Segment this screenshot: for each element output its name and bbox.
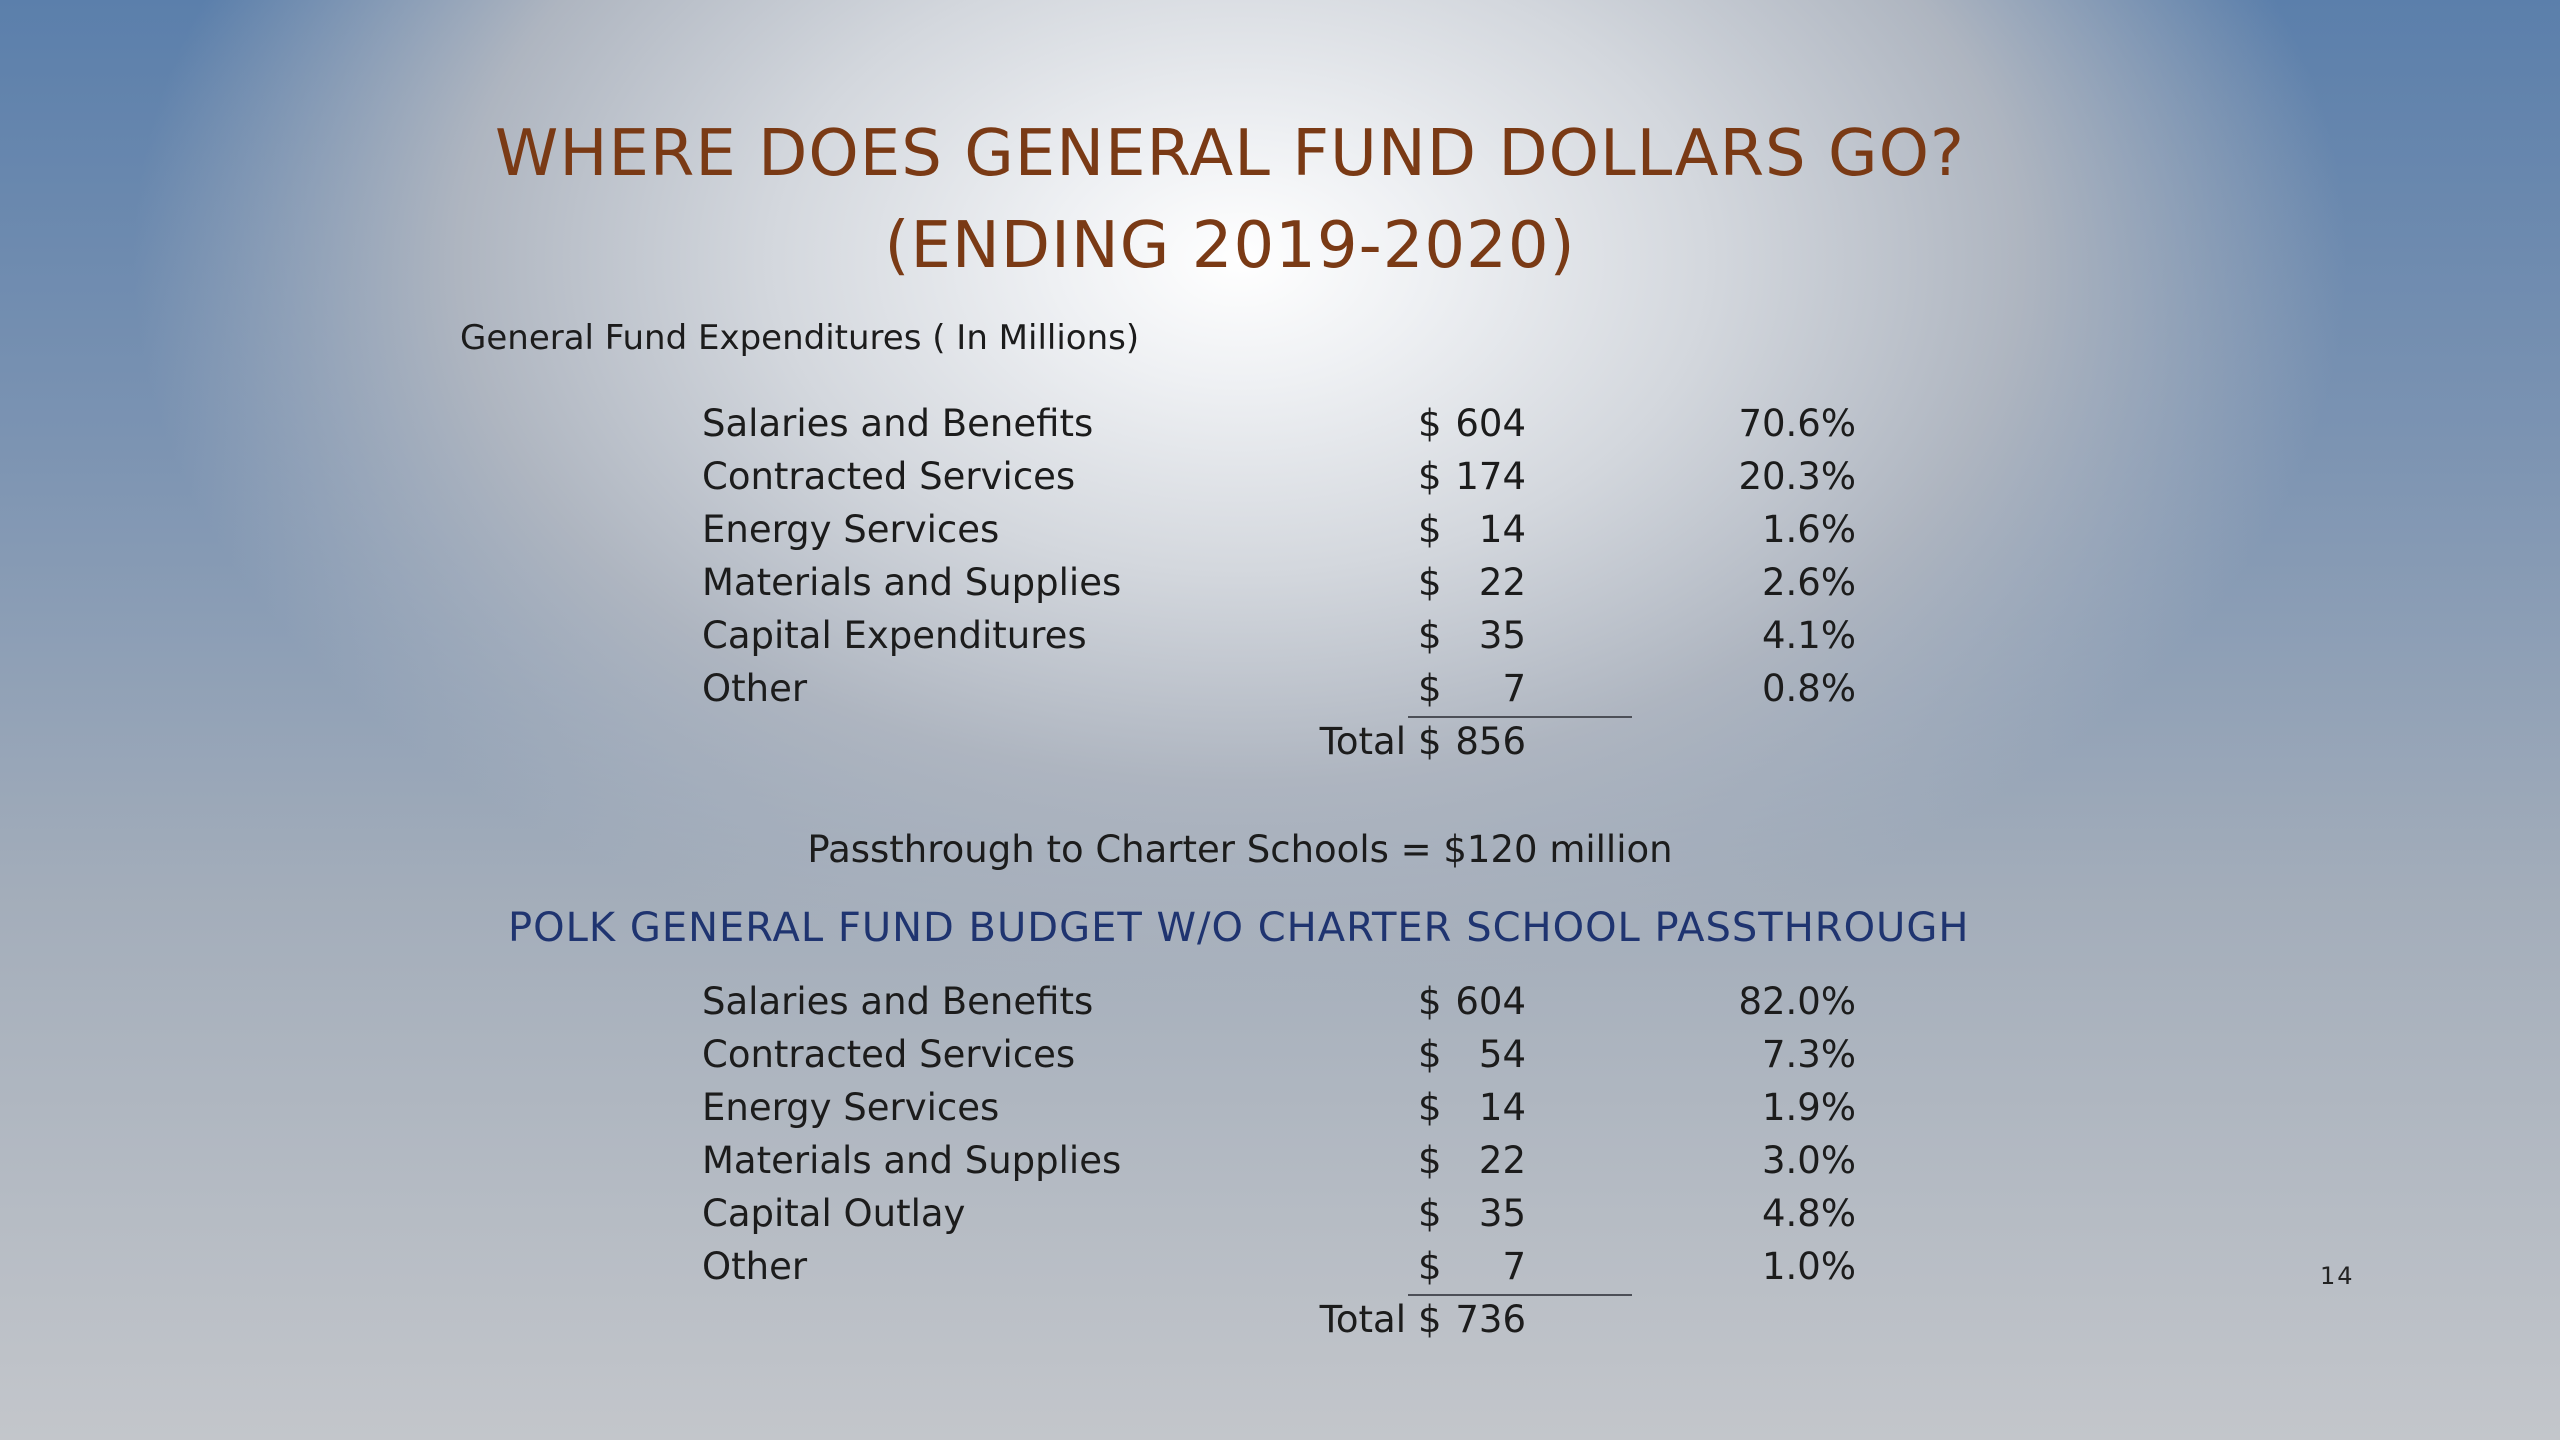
row-amount: 22 <box>1478 561 1526 604</box>
row-amount: 35 <box>1478 1192 1526 1235</box>
row-currency: $ <box>1418 1139 1442 1182</box>
row-currency: $ <box>1418 1086 1442 1129</box>
row-percent: 4.8% <box>1762 1192 1856 1235</box>
row-label: Other <box>702 667 808 710</box>
row-amount: 604 <box>1455 402 1526 445</box>
table-row <box>0 402 2560 455</box>
row-percent: 20.3% <box>1738 455 1856 498</box>
table-row <box>0 561 2560 614</box>
row-amount: 14 <box>1478 508 1526 551</box>
row-amount: 604 <box>1455 980 1526 1023</box>
row-percent: 70.6% <box>1738 402 1856 445</box>
row-label: Capital Expenditures <box>702 614 1087 657</box>
row-percent: 4.1% <box>1762 614 1856 657</box>
total-amount: 736 <box>1455 1298 1526 1341</box>
row-amount: 14 <box>1478 1086 1526 1129</box>
total-currency: $ <box>1418 720 1442 763</box>
row-percent: 7.3% <box>1762 1033 1856 1076</box>
row-label: Materials and Supplies <box>702 1139 1122 1182</box>
row-currency: $ <box>1418 508 1442 551</box>
table-row <box>0 667 2560 720</box>
row-label: Materials and Supplies <box>702 561 1122 604</box>
table-row <box>0 1192 2560 1245</box>
slide-title <box>360 108 2100 292</box>
row-currency: $ <box>1418 561 1442 604</box>
total-label: Total <box>1319 1298 1406 1341</box>
slide-number: 14 <box>2320 1262 2355 1290</box>
row-percent: 1.9% <box>1762 1086 1856 1129</box>
table-row <box>0 1033 2560 1086</box>
table-row <box>0 1139 2560 1192</box>
row-currency: $ <box>1418 980 1442 1023</box>
table-row <box>0 1245 2560 1298</box>
row-amount: 7 <box>1502 667 1526 710</box>
row-amount: 35 <box>1478 614 1526 657</box>
total-amount: 856 <box>1455 720 1526 763</box>
row-currency: $ <box>1418 1033 1442 1076</box>
row-label: Energy Services <box>702 508 1000 551</box>
row-amount: 174 <box>1455 455 1526 498</box>
row-currency: $ <box>1418 1245 1442 1288</box>
table-row <box>0 455 2560 508</box>
row-amount: 54 <box>1478 1033 1526 1076</box>
total-label: Total <box>1319 720 1406 763</box>
row-percent: 82.0% <box>1738 980 1856 1023</box>
table-row <box>0 980 2560 1033</box>
row-label: Contracted Services <box>702 1033 1076 1076</box>
total-currency: $ <box>1418 1298 1442 1341</box>
table-row <box>0 614 2560 667</box>
row-label: Other <box>702 1245 808 1288</box>
row-percent: 1.0% <box>1762 1245 1856 1288</box>
slide-title-line-2: (ENDING 2019-2020) <box>884 209 1576 283</box>
row-percent: 3.0% <box>1762 1139 1856 1182</box>
row-currency: $ <box>1418 667 1442 710</box>
row-currency: $ <box>1418 455 1442 498</box>
total-underline <box>1408 1294 1632 1296</box>
row-percent: 2.6% <box>1762 561 1856 604</box>
total-row <box>0 1298 2560 1351</box>
total-underline <box>1408 716 1632 718</box>
table-row <box>0 1086 2560 1139</box>
row-label: Contracted Services <box>702 455 1076 498</box>
total-row <box>0 720 2560 773</box>
passthrough-note: Passthrough to Charter Schools = $120 million <box>807 828 1673 871</box>
polk-budget-heading: POLK GENERAL FUND BUDGET W/O CHARTER SCHOOL PASSTHROUGH <box>508 905 1970 951</box>
row-label: Capital Outlay <box>702 1192 966 1235</box>
section-caption: General Fund Expenditures ( In Millions) <box>460 318 1140 358</box>
slide-title-line-1: WHERE DOES GENERAL FUND DOLLARS GO? <box>495 117 1965 191</box>
row-currency: $ <box>1418 614 1442 657</box>
row-currency: $ <box>1418 402 1442 445</box>
row-currency: $ <box>1418 1192 1442 1235</box>
table-row <box>0 508 2560 561</box>
row-percent: 1.6% <box>1762 508 1856 551</box>
row-amount: 22 <box>1478 1139 1526 1182</box>
row-label: Salaries and Benefits <box>702 402 1094 445</box>
row-label: Energy Services <box>702 1086 1000 1129</box>
row-amount: 7 <box>1502 1245 1526 1288</box>
row-percent: 0.8% <box>1762 667 1856 710</box>
row-label: Salaries and Benefits <box>702 980 1094 1023</box>
